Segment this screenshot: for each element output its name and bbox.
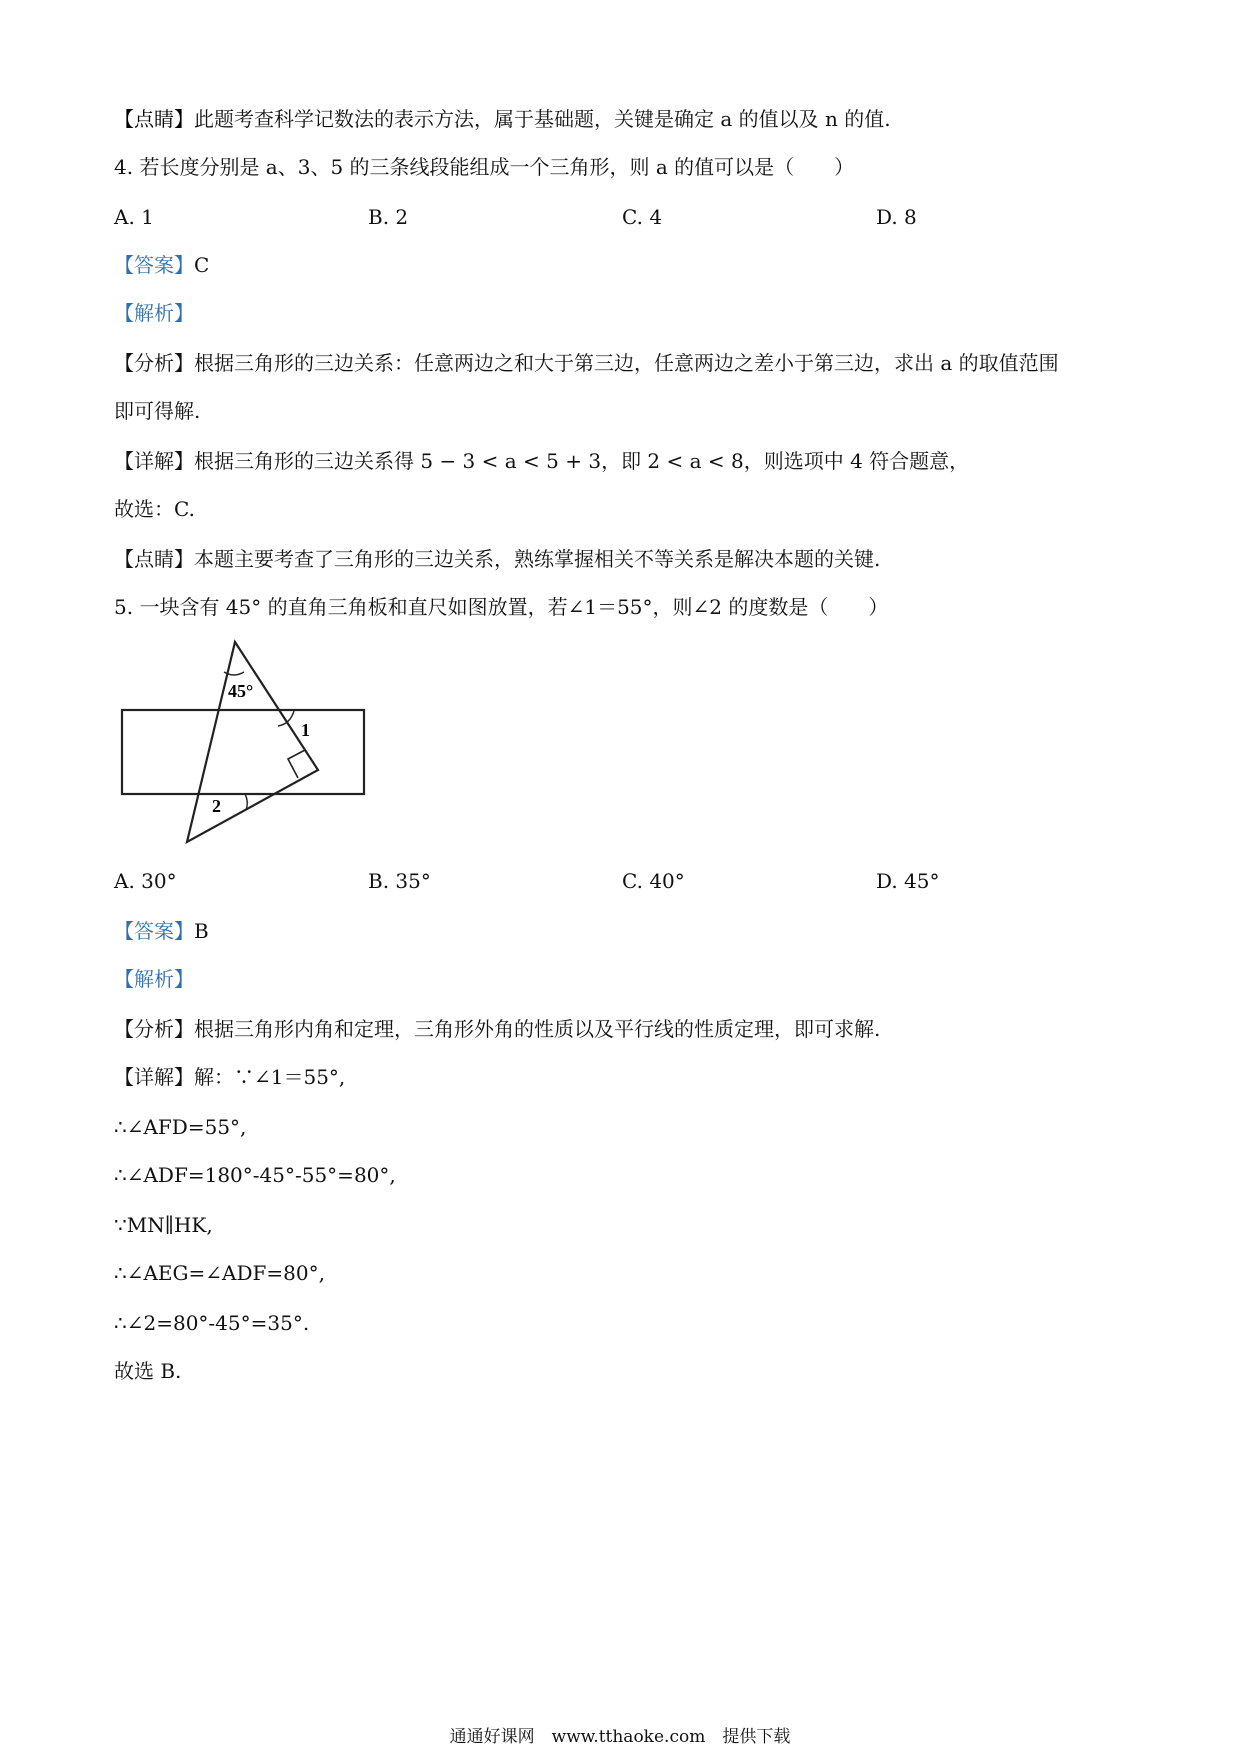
q5-detail-step-6: ∴∠2=80°-45°=35°. [114, 1311, 310, 1335]
q4-detail [114, 446, 969, 476]
q5-choose: 故选 B. [114, 1359, 182, 1383]
detail-tag: 【详解】 [114, 1065, 194, 1089]
q3-tip [114, 104, 891, 134]
label-2: 2 [212, 796, 221, 816]
q4-jiexi: 【解析】 [114, 301, 194, 325]
analysis-text: 根据三角形内角和定理，三角形外角的性质以及平行线的性质定理，即可求解. [194, 1017, 881, 1041]
ruler [122, 710, 364, 794]
q5-jiexi: 【解析】 [114, 967, 194, 991]
right-angle-mark [288, 750, 305, 778]
q5-detail-step-2: ∴∠AFD=55°, [114, 1115, 247, 1139]
q5-answer [114, 916, 209, 946]
q5-option-b[interactable]: B. 35° [368, 869, 431, 893]
tip-text: 此题考查科学记数法的表示方法，属于基础题，关键是确定 a 的值以及 n 的值. [194, 107, 891, 131]
label-45: 45° [228, 681, 254, 701]
tip-tag: 【点睛】 [114, 107, 194, 131]
q4-option-d[interactable]: D. 8 [876, 205, 917, 229]
set-square-triangle [187, 642, 318, 842]
q4-analysis-line1 [114, 348, 1059, 378]
q5-detail-step-3: ∴∠ADF=180°-45°-55°=80°, [114, 1163, 396, 1187]
q5-option-a[interactable]: A. 30° [114, 869, 177, 893]
q4-stem: 4. 若长度分别是 a、3、5 的三条线段能组成一个三角形，则 a 的值可以是（ ） [114, 155, 855, 179]
label-1: 1 [301, 720, 310, 740]
q4-choose: 故选：C. [114, 497, 195, 521]
detail-tag: 【详解】 [114, 449, 194, 473]
q5-option-c[interactable]: C. 40° [622, 869, 685, 893]
q5-detail-step-5: ∴∠AEG=∠ADF=80°, [114, 1261, 325, 1285]
analysis-tag: 【分析】 [114, 351, 194, 375]
q4-option-a[interactable]: A. 1 [114, 205, 154, 229]
q4-analysis-line2: 即可得解. [114, 399, 201, 423]
page-footer: 通通好课网 www.tthaoke.com 提供下载 [449, 1727, 791, 1747]
q5-detail-step-1: 【详解】解：∵∠1＝55°, [114, 1065, 346, 1089]
q5-analysis [114, 1014, 880, 1044]
q5-stem: 5. 一块含有 45° 的直角三角板和直尺如图放置，若∠1＝55°，则∠2 的度数是（ ） [114, 595, 889, 619]
analysis-tag: 【分析】 [114, 1017, 194, 1041]
q4-option-b[interactable]: B. 2 [368, 205, 409, 229]
tip-text: 本题主要考查了三角形的三边关系，熟练掌握相关不等关系是解决本题的关键. [194, 547, 881, 571]
analysis-text: 根据三角形的三边关系：任意两边之和大于第三边，任意两边之差小于第三边，求出 a 的取值范围 [194, 351, 1059, 375]
q4-option-c[interactable]: C. 4 [622, 205, 663, 229]
answer-tag: 【答案】 [114, 919, 194, 943]
q5-detail-step-4: ∵MN∥HK, [114, 1213, 213, 1237]
answer-value: B [194, 919, 209, 943]
q5-figure [116, 632, 376, 852]
q4-tip [114, 544, 880, 574]
detail-text: 根据三角形的三边关系得 5 − 3 < a < 5 + 3，即 2 < a < 8，则选项中 4 符合题意， [194, 449, 970, 473]
q5-option-d[interactable]: D. 45° [876, 869, 940, 893]
angle-2-arc [245, 794, 247, 810]
q4-answer [114, 250, 209, 280]
answer-tag: 【答案】 [114, 253, 194, 277]
tip-tag: 【点睛】 [114, 547, 194, 571]
answer-value: C [194, 253, 210, 277]
